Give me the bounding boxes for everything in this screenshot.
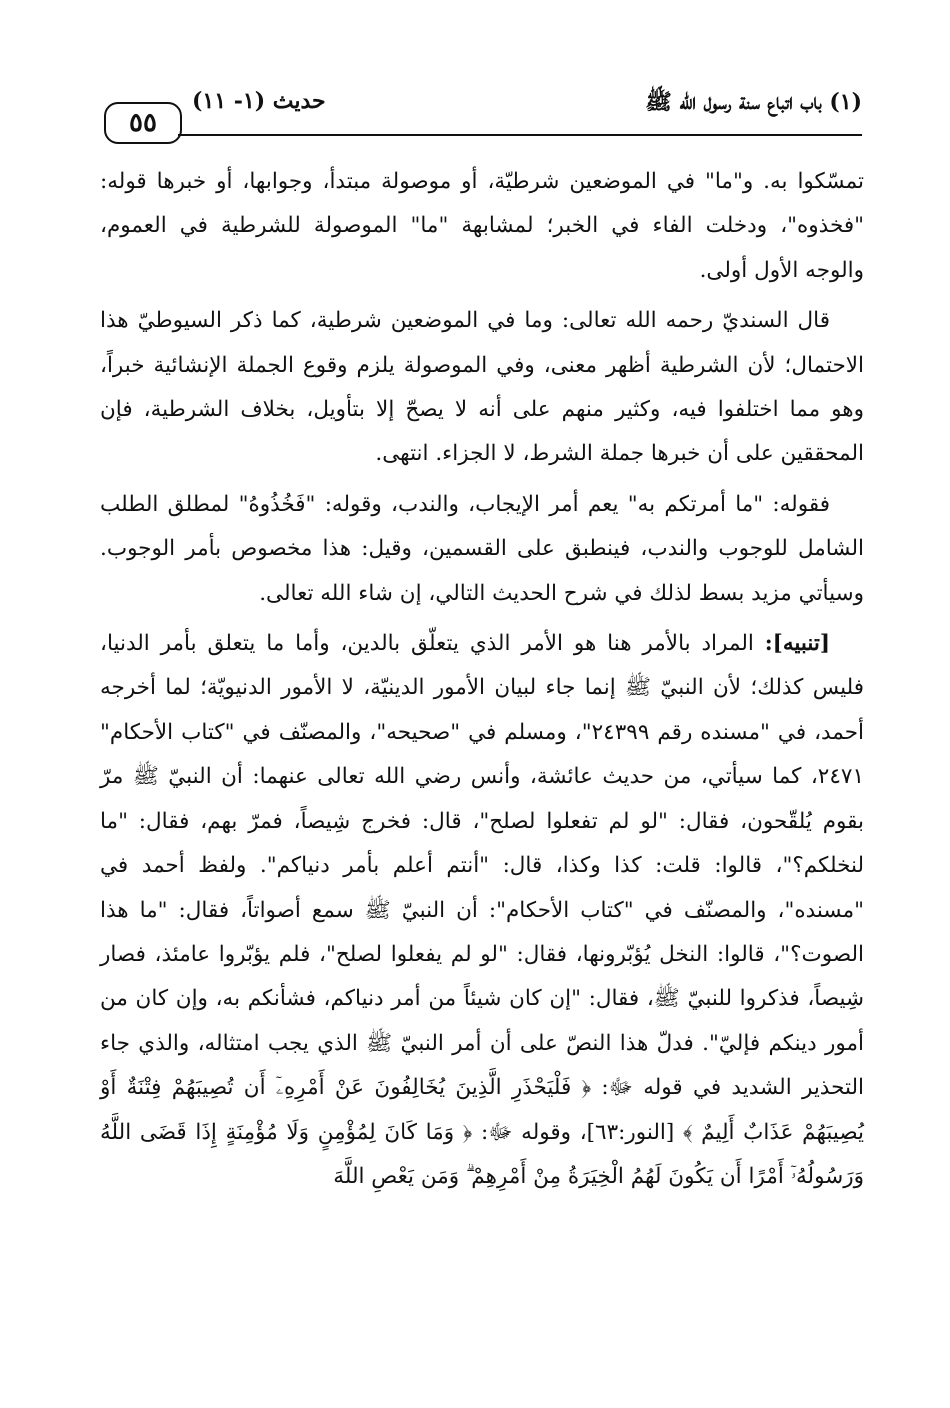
page-header [96, 80, 862, 146]
page-body [100, 160, 864, 1199]
page-number: ٥٥ [104, 102, 182, 144]
chapter-title: (١) باب اتباع سنة رسول الله ﷺ [645, 89, 862, 115]
paragraph-4 [100, 622, 864, 1199]
note-label: [تنبيه]: [764, 631, 830, 657]
hadith-range: حديث (١- ١١) [192, 88, 326, 114]
paragraph-3: فقوله: "ما أمرتكم به" يعم أمر الإيجاب، والندب، وقوله: "فَخُذُوهُ" لمطلق الطلب الشامل للوجوب والندب، فينطبق على القسمين، وقيل: هذا مخصوص بأمر الوجوب. وسيأتي مزيد بسط لذلك في شرح الحديث التالي، إن شاء الله تعالى. [100, 491, 864, 606]
header-rule [178, 134, 862, 136]
paragraph-2: قال السنديّ رحمه الله تعالى: وما في الموضعين شرطية، كما ذكر السيوطيّ هذا الاحتمال؛ لأن الشرطية أظهر معنى، وفي الموصولة يلزم وقوع الجملة الإنشائية خبراً، وهو مما اختلفوا فيه، وكثير منهم على أنه لا يصحّ إلا بتأويل، بخلاف الشرطية، فإن المحققين على أن خبرها جملة الشرط، لا الجزاء. انتهى. [100, 308, 864, 467]
note-text: المراد بالأمر هنا هو الأمر الذي يتعلّق بالدين، وأما ما يتعلق بأمر الدنيا، فليس كذلك؛ لأن النبيّ ﷺ إنما جاء لبيان الأمور الدينيّة، لا الأمور الدنيويّة؛ لما أخرجه أحمد، في "مسنده رقم ٢٤٣٩٩"، ومسلم في "صحيحه"، والمصنّف في "كتاب الأحكام" ٢٤٧١، كما سيأتي، من حديث عائشة، وأنس رضي الله تعالى عنهما: أن النبيّ ﷺ مرّ بقوم يُلقّحون، فقال: "لو لم تفعلوا لصلح"، قال: فخرج شِيصاً، فمرّ بهم، فقال: "ما لنخلكم؟"، قالوا: قلت: كذا وكذا، قال: "أنتم أعلم بأمر دنياكم". ولفظ أحمد في "مسنده"، والمصنّف في "كتاب الأحكام": أن النبيّ ﷺ سمع أصواتاً، فقال: "ما هذا الصوت؟"، قالوا: النخل يُؤبّرونها، فقال: "لو لم يفعلوا لصلح"، فلم يؤبّروا عامئذ، فصار شِيصاً، فذكروا للنبيّ ﷺ، فقال: "إن كان شيئاً من أمر دنياكم، فشأنكم به، وإن كان من أمور دينكم فإليّ". فدلّ هذا النصّ على أن أمر النبيّ ﷺ الذي يجب امتثاله، والذي جاء التحذير الشديد في قوله ﷻ: ﴿ فَلْيَحْذَرِ الَّذِينَ يُخَالِفُونَ عَنْ أَمْرِهِۦٓ أَن تُصِيبَهُمْ فِتْنَةٌ أَوْ يُصِيبَهُمْ عَذَابٌ أَلِيمٌ ﴾ [النور:٦٣]، وقوله ﷻ: ﴿ وَمَا كَانَ لِمُؤْمِنٍ وَلَا مُؤْمِنَةٍ إِذَا قَضَى اللَّهُ وَرَسُولُهُۥٓ أَمْرًا أَن يَكُونَ لَهُمُ الْخِيَرَةُ مِنْ أَمْرِهِمْ ۗ وَمَن يَعْصِ اللَّهَ [100, 631, 865, 1189]
paragraph-1: تمسّكوا به. و"ما" في الموضعين شرطيّة، أو موصولة مبتدأ، وجوابها، أو خبرها قوله: "فخذوه"، ودخلت الفاء في الخبر؛ لمشابهة "ما" الموصولة للشرطية في العموم، والوجه الأول أولى. [100, 169, 864, 283]
